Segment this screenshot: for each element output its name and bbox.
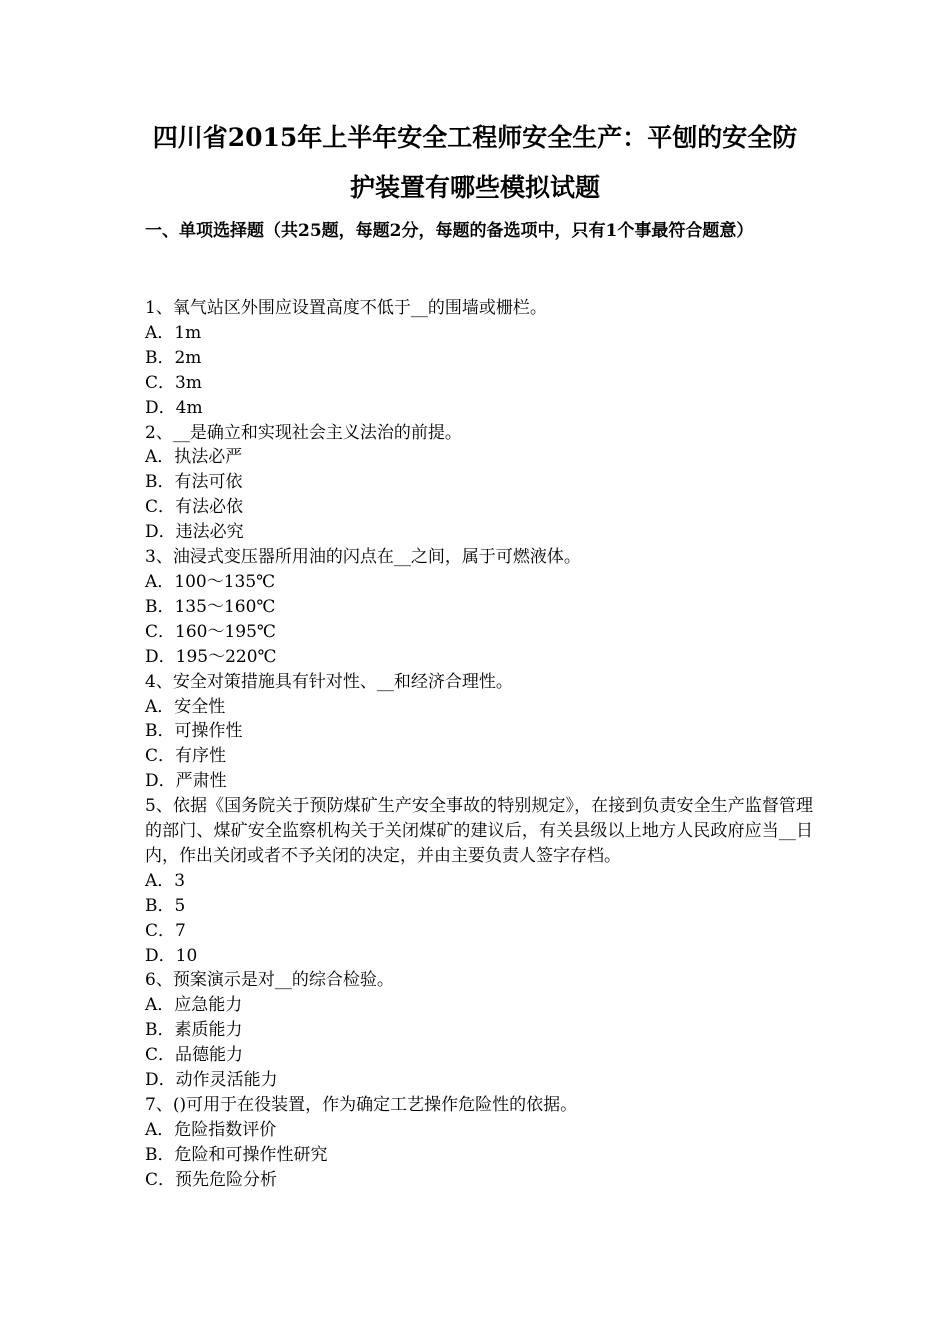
option-c: C．3m bbox=[145, 372, 202, 393]
question-stem: 5、依据《国务院关于预防煤矿生产安全事故的特别规定》，在接到负责安全生产监督管理的部门、煤矿安全监察机构关于关闭煤矿的建议后，有关县级以上地方人民政府应当__日内，作出关闭或者不予关闭的决定，并由主要负责人签字存档。 bbox=[145, 796, 813, 866]
question-stem: 3、油浸式变压器所用油的闪点在__之间，属于可燃液体。 bbox=[145, 547, 581, 568]
question-list bbox=[145, 296, 813, 1193]
option-a: A．安全性 bbox=[145, 696, 226, 717]
question-stem: 7、()可用于在役装置，作为确定工艺操作危险性的依据。 bbox=[145, 1095, 578, 1115]
option-c: C．7 bbox=[145, 920, 186, 941]
option-d: D．动作灵活能力 bbox=[145, 1070, 278, 1091]
question-4 bbox=[145, 670, 813, 795]
option-a: A．应急能力 bbox=[145, 995, 243, 1016]
option-c: C．品德能力 bbox=[145, 1045, 244, 1066]
option-d: D．严肃性 bbox=[145, 771, 227, 792]
option-d: D．10 bbox=[145, 945, 198, 966]
option-b: B．可操作性 bbox=[145, 721, 243, 742]
question-3 bbox=[145, 545, 813, 670]
question-stem: 2、__是确立和实现社会主义法治的前提。 bbox=[145, 422, 462, 443]
question-stem: 4、安全对策措施具有针对性、__和经济合理性。 bbox=[145, 671, 513, 692]
option-c: C．160～195℃ bbox=[145, 621, 276, 642]
option-b: B．有法可依 bbox=[145, 472, 243, 493]
option-d: D．违法必究 bbox=[145, 522, 244, 543]
option-b: B．2m bbox=[145, 347, 202, 368]
question-7 bbox=[145, 1093, 813, 1193]
question-5 bbox=[145, 794, 813, 968]
section-heading: 一、单项选择题（共25题，每题2分，每题的备选项中，只有1个事最符合题意） bbox=[145, 221, 754, 241]
option-c: C．预先危险分析 bbox=[145, 1169, 278, 1190]
document-title-line-1: 四川省2015年上半年安全工程师安全生产：平刨的安全防 bbox=[152, 123, 798, 152]
option-d: D．195～220℃ bbox=[145, 646, 277, 667]
option-a: A．执法必严 bbox=[145, 447, 243, 468]
option-d: D．4m bbox=[145, 397, 203, 418]
option-b: B．素质能力 bbox=[145, 1020, 243, 1041]
option-a: A．危险指数评价 bbox=[145, 1119, 277, 1140]
option-c: C．有序性 bbox=[145, 746, 227, 767]
document-title-line-2: 护装置有哪些模拟试题 bbox=[349, 173, 600, 202]
question-2 bbox=[145, 421, 813, 546]
option-a: A．100～135℃ bbox=[145, 571, 276, 592]
question-6 bbox=[145, 968, 813, 1093]
option-b: B．135～160℃ bbox=[145, 596, 276, 617]
option-a: A．1m bbox=[145, 322, 202, 343]
option-c: C．有法必依 bbox=[145, 497, 244, 518]
option-b: B．5 bbox=[145, 895, 186, 916]
option-b: B．危险和可操作性研究 bbox=[145, 1144, 328, 1165]
option-a: A．3 bbox=[145, 870, 186, 891]
question-1 bbox=[145, 296, 813, 421]
question-stem: 6、预案演示是对__的综合检验。 bbox=[145, 970, 394, 991]
question-stem: 1、氧气站区外围应设置高度不低于__的围墙或栅栏。 bbox=[145, 298, 547, 318]
